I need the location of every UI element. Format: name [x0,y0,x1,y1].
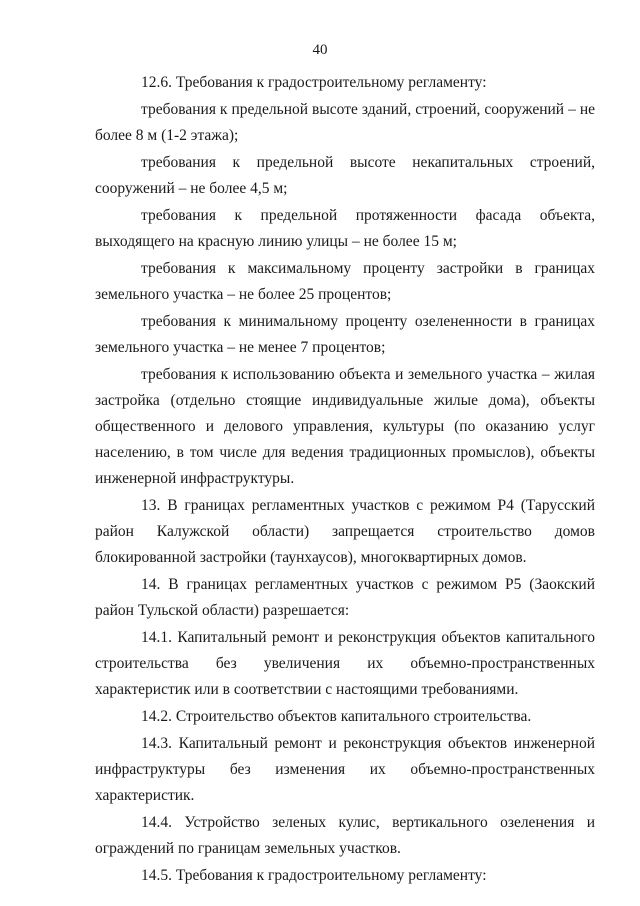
paragraph-14-4: 14.4. Устройство зеленых кулис, вертикального озеленения и ограждений по границам земельных участков. [95,814,595,857]
paragraph-14-3: 14.3. Капитальный ремонт и реконструкция объектов инженерной инфраструктуры без изменения их объемно-пространственных характеристик. [95,735,595,804]
page-number: 40 [312,42,328,58]
paragraph-14-5: 14.5. Требования к градостроительному регламенту: [141,867,487,884]
document-body [95,70,595,890]
paragraph-13: 13. В границах регламентных участков с режимом Р4 (Тарусский район Калужской области) запрещается строительство домов блокированной застройки (таунхаусов), многоквартирных домов. [95,497,595,566]
paragraph-max-coverage: требования к максимальному проценту застройки в границах земельного участка – не более 25 процентов; [95,260,595,303]
paragraph-12-6: 12.6. Требования к градостроительному регламенту: [141,74,487,91]
paragraph-facade-length: требования к предельной протяженности фасада объекта, выходящего на красную линию улицы – не более 15 м; [95,207,595,250]
paragraph-14-2: 14.2. Строительство объектов капитального строительства. [141,708,532,725]
paragraph-land-use: требования к использованию объекта и земельного участка – жилая застройка (отдельно стоящие индивидуальные жилые дома), объекты общественного и делового управления, культуры (по оказанию услуг населению, в том числе для ведения традиционных промыслов), объекты инженерной инфраструктуры. [95,366,595,487]
paragraph-14-1: 14.1. Капитальный ремонт и реконструкция объектов капитального строительства без увеличения их объемно-пространственных характеристик или в соответствии с настоящими требованиями. [95,629,595,698]
paragraph-min-greenery: требования к минимальному проценту озелененности в границах земельного участка – не менее 7 процентов; [95,313,595,356]
paragraph-14: 14. В границах регламентных участков с режимом Р5 (Заокский район Тульской области) разрешается: [95,576,595,619]
paragraph-height-temporary: требования к предельной высоте некапитальных строений, сооружений – не более 4,5 м; [95,154,595,197]
paragraph-height-buildings: требования к предельной высоте зданий, строений, сооружений – не более 8 м (1-2 этажа); [95,101,595,144]
